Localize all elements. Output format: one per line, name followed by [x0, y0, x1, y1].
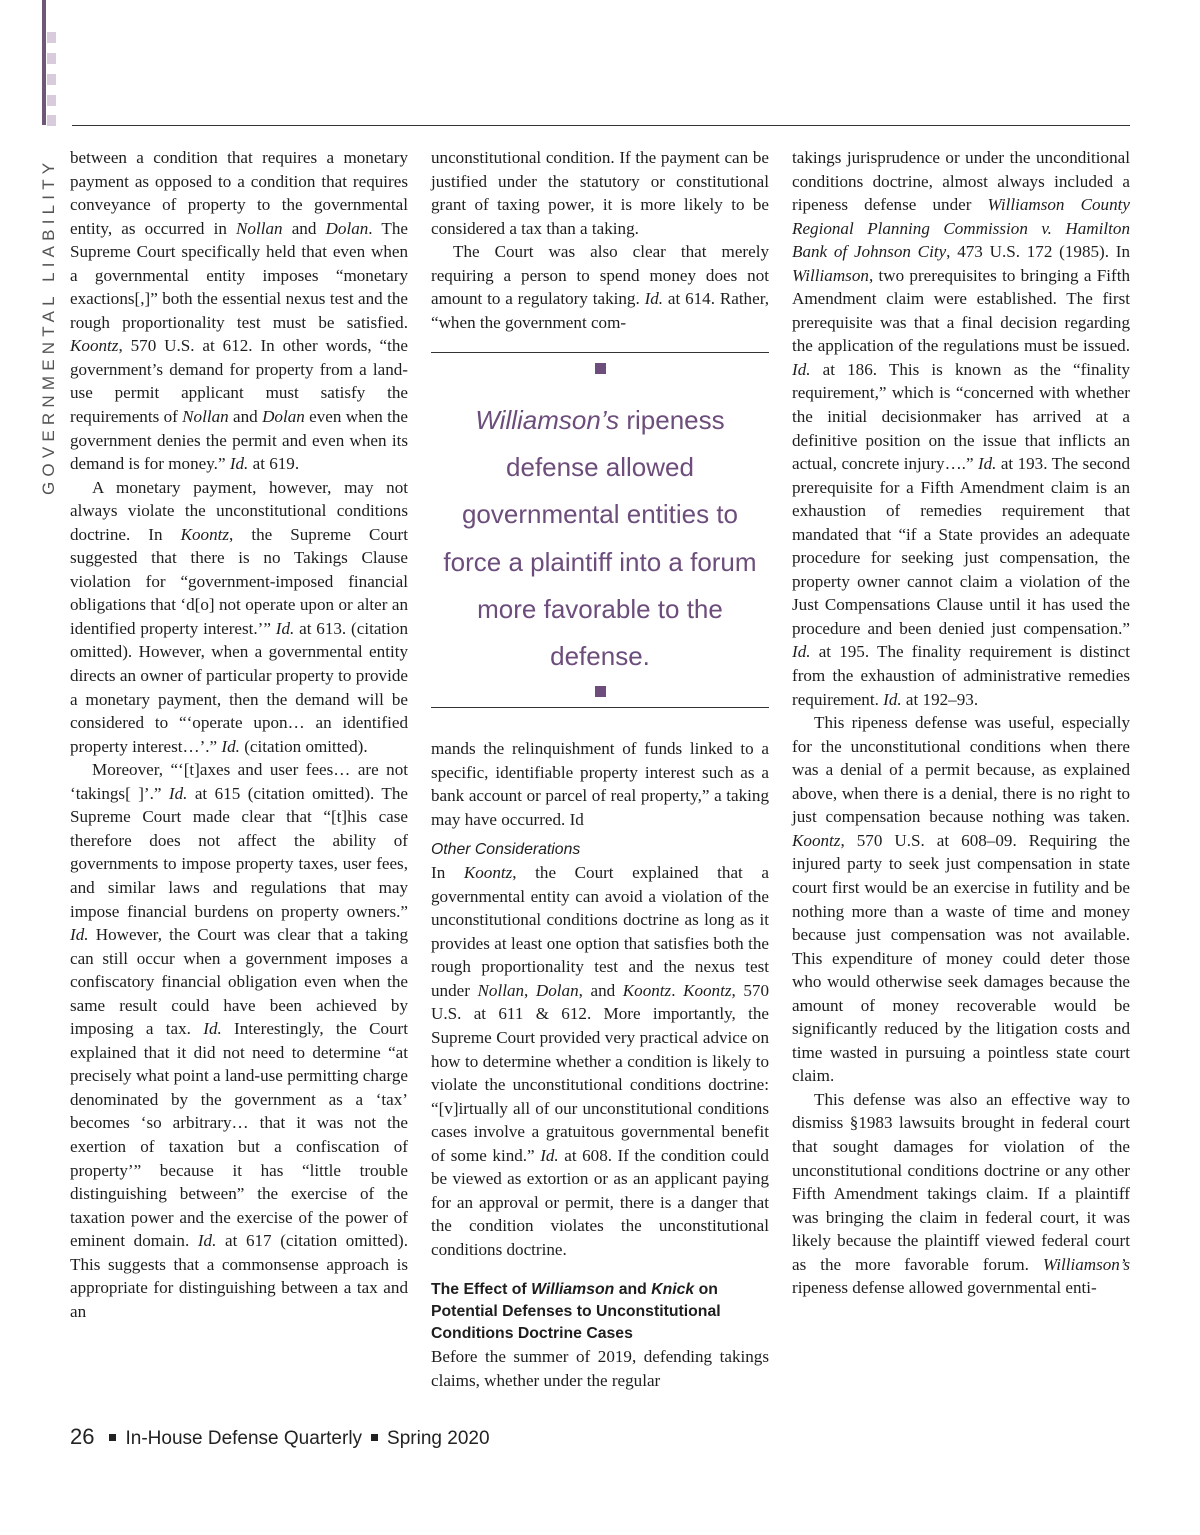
strip-tick — [47, 115, 56, 126]
paragraph: between a condition that requires a monetary payment as opposed to a condition that requires conveyance of property to the governmental entity, as occurred in Nollan and Dolan. The Supreme Court specifically held that even when a governmental entity imposes “monetary exactions[,]” both the essential nexus test and the rough proportionality test must be satisfied. Koontz, 570 U.S. at 612. In other words, “the government’s demand for property from a land-use permit applicant must satisfy the requirements of Nollan and Dolan even when the government denies the permit and even when its demand is for money.” Id. at 619. — [70, 148, 408, 474]
subheading-effect-of-williamson: The Effect of Williamson and Knick on Potential Defenses to Unconstitutional Conditions Doctrine Cases — [431, 1281, 721, 1343]
paragraph: This defense was also an effective way to dismiss §1983 lawsuits brought in federal court that sought damages for violation of the unconstitutional conditions doctrine or any other Fifth Amendment takings claim. If a plaintiff was bringing the claim in federal court, it was likely because the plaintiff viewed federal court as the more favorable forum. Williamson’s ripeness defense allowed governmental enti- — [792, 1089, 1130, 1298]
strip-tick — [47, 53, 56, 64]
square-ornament-icon — [595, 686, 606, 697]
strip-bar — [42, 0, 46, 125]
paragraph: This ripeness defense was useful, especially for the unconstitutional conditions when there was a denial of a permit because, as explained above, when there is a denial, there is no right to just compensation because nothing was taken. Koontz, 570 U.S. at 608–09. Requiring the injured party to seek just compensation in state court first would be an exercise in futility and be nothing more than a waste of time and money because just compensation was not available. This expenditure of money could deter those who would otherwise seek damages because the amount of money recoverable would be significantly reduced by the litigation costs and time wasted in pursuing a pointless state court claim. — [792, 713, 1130, 1086]
paragraph: The Court was also clear that merely requiring a person to spend money does not amount to a regulatory taking. Id. at 614. Rather, “when the government com- — [431, 242, 769, 332]
paragraph: unconstitutional condition. If the payment can be justified under the statutory or constitutional grant of taxing power, it is more likely to be considered a tax than a taking. — [431, 148, 769, 238]
paragraph: Before the summer of 2019, defending takings claims, whether under the regular — [431, 1347, 769, 1391]
column-1 — [70, 146, 408, 1323]
strip-tick — [47, 95, 56, 106]
section-sidebar-label: GOVERNMENTAL LIABILITY — [39, 157, 58, 495]
paragraph: A monetary payment, however, may not always violate the unconstitutional conditions doctrine. In Koontz, the Supreme Court suggested that there is no Takings Clause violation for “government-imposed financial obligations that ‘d[o] not operate upon or alter an identified property interest.’” Id. at 613. (citation omitted). However, when a governmental entity directs an owner of particular property to provide a monetary payment, then the demand will be considered to “‘operate upon… an identified property interest…’.” Id. (citation omitted). — [70, 477, 408, 756]
header-color-strip — [0, 0, 60, 130]
column-3 — [792, 146, 1130, 1300]
paragraph: In Koontz, the Court explained that a governmental entity can avoid a violation of the unconstitutional conditions doctrine as long as it provides at least one option that satisfies both the rough proportionality test and the nexus test under Nollan, Dolan, and Koontz. Koontz, 570 U.S. at 611 & 612. More importantly, the Supreme Court provided very practical advice on how to determine whether a condition is likely to violate the unconstitutional conditions doctrine: “[v]irtually all of our unconstitutional conditions cases involve a gratuitous governmental benefit of some kind.” Id. at 608. If the condition could be viewed as extortion or as an applicant paying for an approval or permit, there is a danger that the condition violates the unconstitutional conditions doctrine. — [431, 863, 770, 1259]
publication-name: In-House Defense Quarterly — [125, 1428, 363, 1449]
issue-date: Spring 2020 — [387, 1428, 490, 1449]
page-footer — [70, 1424, 490, 1450]
square-ornament-icon — [595, 363, 606, 374]
paragraph: mands the relinquishment of funds linked to a specific, identifiable property interest such as a bank account or parcel of real property,” a taking may have occurred. Id — [431, 739, 769, 829]
strip-tick — [47, 74, 56, 85]
pull-quote — [431, 352, 769, 708]
bullet-icon — [109, 1434, 116, 1441]
subheading-other-considerations: Other Considerations — [431, 841, 581, 859]
column-2-lower — [431, 737, 769, 1393]
page-number: 26 — [70, 1424, 95, 1449]
bullet-icon — [371, 1434, 378, 1441]
paragraph: Moreover, “‘[t]axes and user fees… are not ‘takings[ ]’.” Id. at 615 (citation omitted). The Supreme Court made clear that “[t]his case therefore does not affect the ability of governments to impose property taxes, user fees, and similar laws and regulations that may impose financial burdens on property owners.” Id. However, the Court was clear that a taking can still occur when a government imposes a confiscatory financial obligation even when the same result could have been achieved by imposing a tax. Id. Interestingly, the Court explained that it did not need to determine “at precisely what point a land-use permitting charge denominated by the government as a ‘tax’ becomes ‘so arbitrary… that it was not the exertion of taxation but a confiscation of property’” because it has “little trouble distinguishing between” the exercise of the taxation power and the exercise of the power of eminent domain. Id. at 617 (citation omitted). This suggests that a commonsense approach is appropriate for distinguishing between a tax and an — [70, 760, 409, 1321]
pull-quote-text: Williamson’s ripeness defense allowed governmental entities to force a plaintiff into a forum more favorable to the defense. — [443, 405, 757, 672]
paragraph: takings jurisprudence or under the unconditional conditions doctrine, almost always included a ripeness defense under Williamson County Regional Planning Commission v. Hamilton Bank of Johnson City, 473 U.S. 172 (1985). In Williamson, two prerequisites to bringing a Fifth Amendment claim were established. The first prerequisite was that a final decision regarding the application of the regulations must be issued. Id. at 186. This is known as the “finality requirement,” which is “concerned with whether the initial decisionmaker has arrived at a definitive position on the issue that inflicts an actual, concrete injury….” Id. at 193. The second prerequisite for a Fifth Amendment claim is an exhaustion of remedies requirement that mandated that “if a State provides an adequate procedure for seeking just compensation, the property owner cannot claim a violation of the Just Compensations Clause until it has used the procedure and been denied just compensation.” Id. at 195. The finality requirement is distinct from the exhaustion of administrative remedies requirement. Id. at 192–93. — [792, 148, 1131, 709]
top-rule — [72, 125, 1130, 126]
strip-tick — [47, 32, 56, 43]
